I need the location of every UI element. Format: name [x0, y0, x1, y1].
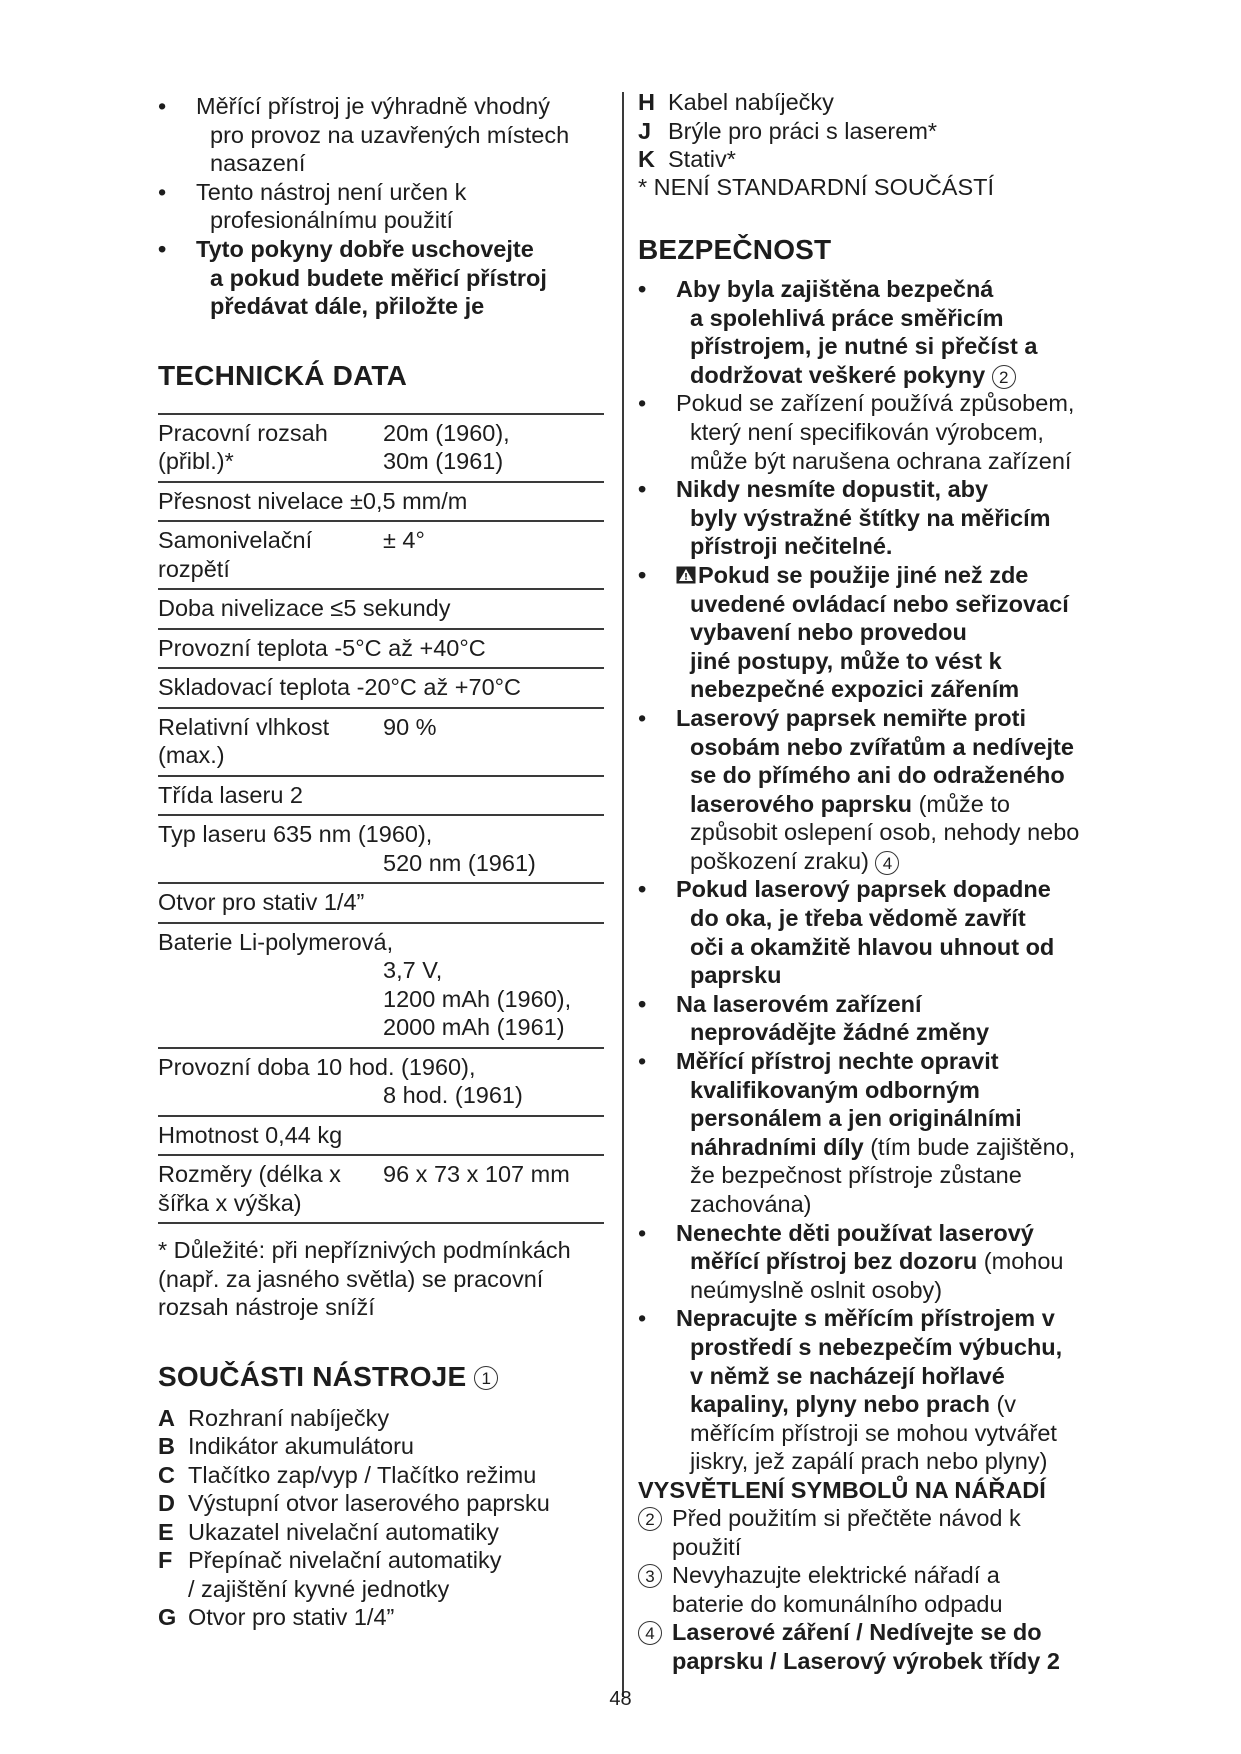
tech-row	[158, 883, 604, 923]
symbols-list	[638, 1504, 1088, 1675]
tech-cell	[158, 815, 604, 883]
safety-item-cont: prostředí s nebezpečím výbuchu, v němž se nacházejí hořlavé kapaliny, plyny nebo prach (v měřícím přístroji se mohou vytvářet jiskry, jež zapálí prach nebo plyny)	[690, 1333, 1063, 1475]
part-text: Indikátor akumulátoru	[188, 1433, 414, 1460]
safety-item: • Pokud se zařízení používá způsobem, který není specifikován výrobcem, může být narušena ochrana zařízení	[638, 389, 1088, 475]
symbol-item	[638, 1504, 1088, 1561]
part-text: Přepínač nivelační automatiky / zajištění kyvné jednotky	[188, 1547, 502, 1602]
part-item	[158, 1546, 608, 1603]
tech-row	[158, 1048, 604, 1116]
part-letter: B	[158, 1433, 175, 1460]
parts-list-left	[158, 1404, 608, 1632]
symbol-text: Před použitím si přečtěte návod k použití	[672, 1505, 1021, 1560]
part-letter: G	[158, 1604, 177, 1631]
tech-row	[158, 629, 604, 669]
part-text: Ukazatel nivelační automatiky	[188, 1518, 499, 1545]
safety-item: • Nepracujte s měřícím přístrojem v prostředí s nebezpečím výbuchu, v němž se nacházejí hořlavé kapaliny, plyny nebo prach (v měřícím přístroji se mohou vytvářet jiskry, jež zapálí prach nebo plyny)	[638, 1304, 1088, 1476]
part-text: Otvor pro stativ 1/4”	[188, 1604, 395, 1631]
tech-table	[158, 413, 604, 1225]
left-column	[158, 92, 608, 1632]
tech-value: 96 x 73 x 107 mm	[383, 1161, 570, 1188]
parts-heading: SOUČÁSTI NÁSTROJE 1	[158, 1360, 608, 1394]
safety-item: • Pokud se použije jiné než zde uvedené ovládací nebo seřizovací vybavení nebo provedou jiné postupy, může to vést k nebezpečné expozici zářením	[638, 561, 1088, 704]
ref-2-icon: 2	[638, 1507, 662, 1531]
tech-label: Pracovní rozsah (přibl.)*	[158, 419, 328, 475]
tech-label: Doba nivelizace ≤5 sekundy	[158, 595, 451, 622]
tech-label: Relativní vlhkost (max.)	[158, 713, 330, 769]
ref-1-icon: 1	[474, 1366, 498, 1390]
safety-item-cont: a spolehlivá práce směřicím přístrojem, je nutné si přečíst a dodržovat veškeré pokyny 2	[690, 304, 1038, 388]
intro-bullet-cont: profesionálnímu použití	[210, 207, 453, 234]
intro-bullet: • Tyto pokyny dobře uschovejte a pokud budete měřicí přístroj předávat dále, přiložte je	[158, 235, 608, 321]
ref-4-icon: 4	[875, 851, 899, 875]
part-item	[158, 1461, 608, 1490]
part-letter: J	[638, 117, 652, 144]
symbol-text: Nevyhazujte elektrické nářadí a baterie do komunálního odpadu	[672, 1562, 1003, 1617]
part-letter: E	[158, 1518, 174, 1545]
tech-row	[158, 923, 604, 1048]
safety-item-cont: který není specifikován výrobcem, může být narušena ochrana zařízení	[690, 418, 1072, 474]
tech-value: 20m (1960), 30m (1961)	[383, 419, 510, 475]
tech-row	[158, 589, 604, 629]
safety-item: • Nenechte děti používat laserový měřící přístroj bez dozoru (mohou neúmyslně oslnit osoby)	[638, 1219, 1088, 1305]
parts-note: * NENÍ STANDARDNÍ SOUČÁSTÍ	[638, 173, 995, 200]
part-text: Rozhraní nabíječky	[188, 1404, 390, 1431]
part-item	[158, 1432, 608, 1461]
safety-item-cont: do oka, je třeba vědomě zavřít oči a okamžitě hlavou uhnout od paprsku	[690, 905, 1055, 989]
safety-item-cont: neprovádějte žádné změny	[690, 1019, 990, 1046]
column-divider	[622, 92, 624, 1697]
part-text: Kabel nabíječky	[668, 89, 834, 115]
safety-item-cont: osobám nebo zvířatům a nedívejte se do přímého ani do odraženého laserového paprsku (může to způsobit oslepení osob, nehody nebo poškození zraku) 4	[690, 733, 1080, 874]
symbols-heading: VYSVĚTLENÍ SYMBOLŮ NA NÁŘADÍ	[638, 1476, 1046, 1503]
safety-item-cont: byly výstražné štítky na měřicím přístroji nečitelné.	[690, 504, 1051, 560]
part-item	[158, 1518, 608, 1547]
ref-3-icon: 3	[638, 1564, 662, 1588]
safety-item-cont: uvedené ovládací nebo seřizovací vybavení nebo provedou jiné postupy, může to vést k nebezpečné expozici zářením	[690, 590, 1069, 703]
tech-cell	[158, 1048, 604, 1116]
tech-label: Typ laseru 635 nm (1960),	[158, 821, 433, 848]
intro-bullets	[158, 92, 608, 321]
tech-label: Třída laseru 2	[158, 781, 303, 808]
symbol-item	[638, 1618, 1088, 1675]
tech-row	[158, 708, 604, 776]
safety-item-cont: kvalifikovaným odborným personálem a jen originálními náhradními díly (tím bude zajištěno, že bezpečnost přístroje zůstane zachována)	[690, 1076, 1076, 1217]
tech-label: Provozní teplota -5°C až +40°C	[158, 634, 486, 661]
tech-value: 90 %	[383, 713, 437, 740]
part-item	[158, 1603, 608, 1632]
tech-label: Otvor pro stativ 1/4”	[158, 889, 365, 916]
tech-row	[158, 1116, 604, 1156]
tech-value: ± 4°	[383, 527, 425, 554]
part-item	[158, 1404, 608, 1433]
tech-cell	[158, 923, 604, 1048]
ref-2-icon: 2	[992, 365, 1016, 389]
part-letter: D	[158, 1490, 175, 1517]
intro-bullet: • Měřící přístroj je výhradně vhodný pro provoz na uzavřených místech nasazení	[158, 92, 608, 178]
part-text: Výstupní otvor laserového paprsku	[188, 1490, 550, 1517]
tech-value: 3,7 V, 1200 mAh (1960), 2000 mAh (1961)	[383, 957, 572, 1041]
safety-heading: BEZPEČNOST	[638, 234, 832, 265]
part-letter: K	[638, 146, 655, 172]
tech-value: 520 nm (1961)	[383, 849, 536, 876]
tech-row	[158, 776, 604, 816]
part-item	[638, 145, 1088, 174]
symbol-text: Laserové záření / Nedívejte se do paprsku / Laserový výrobek třídy 2	[672, 1619, 1060, 1674]
tech-label: Provozní doba 10 hod. (1960),	[158, 1053, 476, 1080]
tech-heading: TECHNICKÁ DATA	[158, 359, 408, 391]
intro-bullet-cont: pro provoz na uzavřených místech nasazení	[210, 121, 570, 177]
part-letter: F	[158, 1547, 173, 1574]
tech-value: 8 hod. (1961)	[383, 1082, 523, 1109]
tech-label: Rozměry (délka x šířka x výška)	[158, 1161, 341, 1216]
part-text: Tlačítko zap/vyp / Tlačítko režimu	[188, 1461, 537, 1488]
tech-row	[158, 668, 604, 708]
part-item	[638, 117, 1088, 146]
part-letter: H	[638, 89, 655, 115]
tech-label: Baterie Li-polymerová,	[158, 928, 394, 955]
safety-item: • Aby byla zajištěna bezpečná a spolehlivá práce směřicím přístrojem, je nutné si přečíst a dodržovat veškeré pokyny 2	[638, 275, 1088, 389]
tech-note: * Důležité: při nepříznivých podmínkách (např. za jasného světla) se pracovní rozsah nástroje sníží	[158, 1237, 571, 1321]
parts-list-right	[638, 88, 1088, 174]
safety-item: • Pokud laserový paprsek dopadne do oka, je třeba vědomě zavřít oči a okamžitě hlavou uhnout od paprsku	[638, 875, 1088, 989]
safety-list	[638, 275, 1088, 1476]
part-item	[638, 88, 1088, 117]
intro-bullet: • Tento nástroj není určen k profesionálnímu použití	[158, 178, 608, 235]
part-text: Brýle pro práci s laserem*	[668, 117, 938, 144]
tech-label: Přesnost nivelace ±0,5 mm/m	[158, 487, 468, 514]
tech-row	[158, 414, 604, 482]
warning-triangle-icon	[676, 566, 696, 584]
safety-item: • Měřící přístroj nechte opravit kvalifikovaným odborným personálem a jen originálními náhradními díly (tím bude zajištěno, že bezpečnost přístroje zůstane zachována)	[638, 1047, 1088, 1219]
tech-row	[158, 815, 604, 883]
tech-label: Hmotnost 0,44 kg	[158, 1121, 343, 1148]
symbol-item	[638, 1561, 1088, 1618]
part-text: Stativ*	[668, 146, 736, 172]
part-item	[158, 1489, 608, 1518]
safety-item: • Na laserovém zařízení neprovádějte žádné změny	[638, 990, 1088, 1047]
page-number: 48	[609, 1688, 632, 1710]
tech-row	[158, 482, 604, 522]
tech-label: Samonivelační rozpětí	[158, 527, 313, 582]
tech-label: Skladovací teplota -20°C až +70°C	[158, 674, 522, 701]
right-column	[638, 88, 1088, 1675]
part-letter: C	[158, 1461, 175, 1488]
ref-4-icon: 4	[638, 1621, 662, 1645]
part-letter: A	[158, 1404, 175, 1431]
tech-row	[158, 1155, 604, 1223]
safety-item-cont: měřící přístroj bez dozoru (mohou neúmyslně oslnit osoby)	[690, 1248, 1064, 1303]
tech-row	[158, 521, 604, 589]
safety-item: • Nikdy nesmíte dopustit, aby byly výstražné štítky na měřicím přístroji nečitelné.	[638, 475, 1088, 561]
safety-item: • Laserový paprsek nemiřte proti osobám nebo zvířatům a nedívejte se do přímého ani do odraženého laserového paprsku (může to způsobit oslepení osob, nehody nebo poškození zraku) 4	[638, 704, 1088, 876]
intro-bullet-cont: a pokud budete měřicí přístroj předávat dále, přiložte je	[210, 264, 547, 320]
